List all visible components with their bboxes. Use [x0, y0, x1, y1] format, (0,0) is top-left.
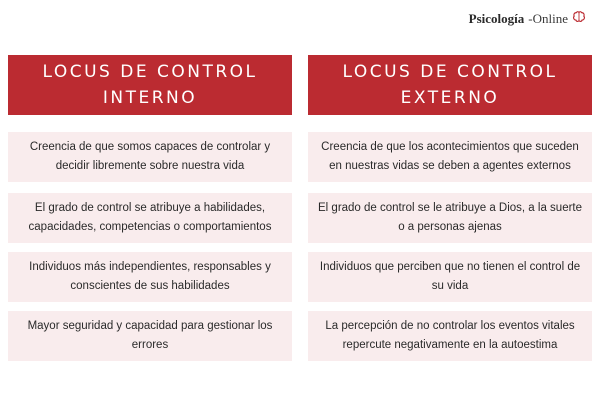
site-logo[interactable]	[469, 10, 586, 28]
external-row-3: Individuos que perciben que no tienen el control de su vida	[308, 252, 592, 304]
internal-row-1: Creencia de que somos capaces de controlar y decidir libremente sobre nuestra vida	[8, 132, 292, 184]
header-internal: LOCUS DE CONTROL INTERNO	[8, 55, 292, 115]
brand-suffix: -Online	[528, 11, 568, 26]
external-row-2: El grado de control se le atribuye a Dios, a la suerte o a personas ajenas	[308, 193, 592, 245]
external-row-1: Creencia de que los acontecimientos que suceden en nuestras vidas se deben a agentes externos	[308, 132, 592, 184]
brand-name: Psicología	[468, 11, 525, 26]
brain-icon	[572, 10, 586, 28]
internal-row-4: Mayor seguridad y capacidad para gestionar los errores	[8, 311, 292, 363]
header-external: LOCUS DE CONTROL EXTERNO	[308, 55, 592, 115]
external-row-4: La percepción de no controlar los eventos vitales repercute negativamente en la autoestima	[308, 311, 592, 363]
internal-row-2: El grado de control se atribuye a habilidades, capacidades, competencias o comportamientos	[8, 193, 292, 245]
internal-row-3: Individuos más independientes, responsables y conscientes de sus habilidades	[8, 252, 292, 304]
